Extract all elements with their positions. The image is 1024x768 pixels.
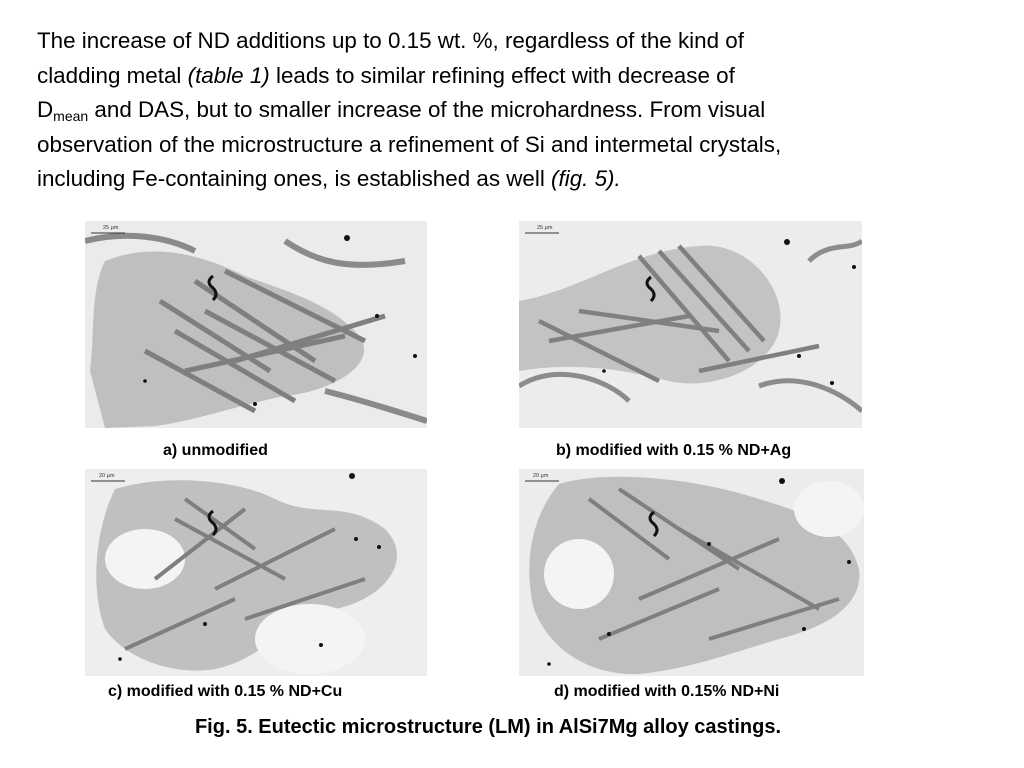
paragraph-line-4: observation of the microstructure a refinement of Si and intermetal crystals, <box>37 131 782 157</box>
paragraph-line-2-start: cladding metal <box>37 62 188 88</box>
paragraph-line-3-end: and DAS, but to smaller increase of the microhardness. From visual <box>88 97 766 122</box>
paragraph-line-5-start: including Fe-containing ones, is established as well <box>37 166 552 191</box>
micrograph-d <box>519 469 864 676</box>
micrograph-c-image <box>85 469 427 676</box>
body-paragraph <box>37 24 997 197</box>
dmean-symbol: D <box>37 97 54 122</box>
scale-bar-c-label: 20 µm <box>99 473 115 479</box>
scale-bar-a-label: 25 µm <box>103 225 119 231</box>
micrograph-b-image <box>519 221 862 428</box>
caption-a: a) unmodified <box>163 442 268 459</box>
micrograph-d-image <box>519 469 864 676</box>
caption-b: b) modified with 0.15 % ND+Ag <box>556 442 792 459</box>
paragraph-line-2-end: leads to similar refining effect with decrease of <box>269 62 735 88</box>
caption-c: c) modified with 0.15 % ND+Cu <box>108 683 343 700</box>
figure-caption: Fig. 5. Eutectic microstructure (LM) in AlSi7Mg alloy castings. <box>194 716 782 738</box>
table-reference: (table 1) <box>187 62 270 88</box>
micrograph-a-image <box>85 221 427 428</box>
scale-bar-b-label: 25 µm <box>537 225 553 231</box>
scale-bar-d-label: 20 µm <box>533 473 549 479</box>
figure-reference: (fig. 5). <box>551 166 621 191</box>
micrograph-a <box>85 221 427 428</box>
dmean-subscript: mean <box>53 108 89 124</box>
caption-d: d) modified with 0.15% ND+Ni <box>554 683 780 700</box>
micrograph-b <box>519 221 862 428</box>
micrograph-c <box>85 469 427 676</box>
paragraph-line-1: The increase of ND additions up to 0.15 wt. %, regardless of the kind of <box>37 28 744 53</box>
